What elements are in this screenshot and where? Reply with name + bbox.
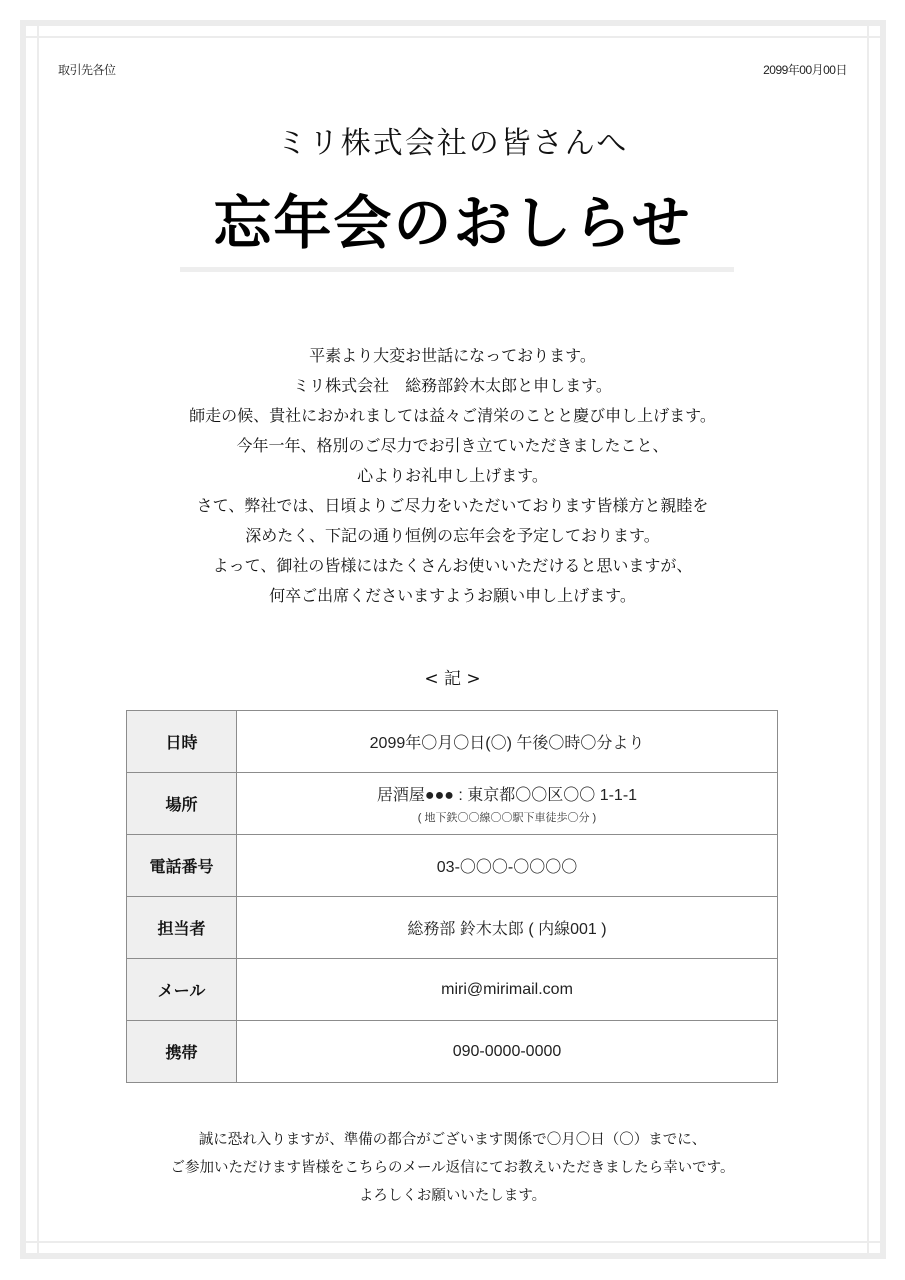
row-label-datetime: 日時: [127, 711, 237, 773]
closing-line: 誠に恐れ入りますが、準備の都合がございます関係で〇月〇日（〇）までに、: [198, 1132, 707, 1148]
page-frame-line-top: [20, 36, 886, 38]
body-line: 心よりお礼申し上げます。: [357, 466, 548, 485]
row-label-contact-person: 担当者: [127, 897, 237, 959]
body-line: ミリ株式会社 総務部鈴木太郎と申します。: [293, 376, 612, 395]
mobile-value: 090-0000-0000: [452, 1042, 562, 1060]
row-value-venue: [237, 773, 778, 835]
table-row: [127, 897, 778, 959]
table-row: [127, 711, 778, 773]
row-label-email: メール: [127, 959, 237, 1021]
row-value-contact-person: [237, 897, 778, 959]
record-heading: < 記 >: [424, 669, 481, 689]
phone-value: 03-〇〇〇-〇〇〇〇: [436, 859, 578, 876]
row-value-phone: [237, 835, 778, 897]
table-row: [127, 959, 778, 1021]
row-label-mobile: 携帯: [127, 1021, 237, 1083]
row-value-email: [237, 959, 778, 1021]
email-link[interactable]: miri@mirimail.com: [441, 980, 573, 998]
venue-value: 居酒屋●●● : 東京都〇〇区〇〇 1-1-1: [376, 787, 638, 804]
recipient-label: 取引先各位: [58, 63, 116, 77]
greeting-body: [0, 341, 905, 611]
closing-line: ご参加いただけます皆様をこちらのメール返信にてお教えいただきましたら幸いです。: [170, 1160, 735, 1176]
body-line: 平素より大変お世話になっております。: [309, 346, 596, 365]
title-divider: [180, 267, 734, 272]
venue-access-note: ( 地下鉄〇〇線〇〇駅下車徒歩〇分 ): [417, 812, 597, 824]
page-frame-line-bottom: [20, 1241, 886, 1243]
document-subtitle: ミリ株式会社の皆さんへ: [276, 126, 629, 161]
table-row: [127, 835, 778, 897]
body-line: 師走の候、貴社におかれましては益々ご清栄のことと慶び申し上げます。: [189, 406, 716, 425]
datetime-value: 2099年〇月〇日(〇) 午後〇時〇分より: [369, 735, 645, 752]
contact-person-value: 総務部 鈴木太郎 ( 内線001 ): [407, 921, 607, 938]
closing-text: [0, 1126, 905, 1210]
row-label-phone: 電話番号: [127, 835, 237, 897]
body-line: さて、弊社では、日頃よりご尽力をいただいております皆様方と親睦を: [196, 496, 709, 515]
closing-line: よろしくお願いいたします。: [358, 1188, 547, 1204]
body-line: よって、御社の皆様にはたくさんお使いいただけると思いますが、: [212, 556, 693, 575]
body-line: 深めたく、下記の通り恒例の忘年会を予定しております。: [245, 526, 660, 545]
row-label-venue: 場所: [127, 773, 237, 835]
table-row: [127, 1021, 778, 1083]
document-title: 忘年会のおしらせ: [213, 189, 692, 257]
event-details-table: [126, 710, 778, 1083]
document-date: 2099年00月00日: [763, 63, 847, 77]
row-value-datetime: [237, 711, 778, 773]
body-line: 何卒ご出席くださいますようお願い申し上げます。: [269, 586, 636, 605]
table-row: [127, 773, 778, 835]
body-line: 今年一年、格別のご尽力でお引き立ていただきましたこと、: [236, 436, 669, 455]
row-value-mobile: [237, 1021, 778, 1083]
